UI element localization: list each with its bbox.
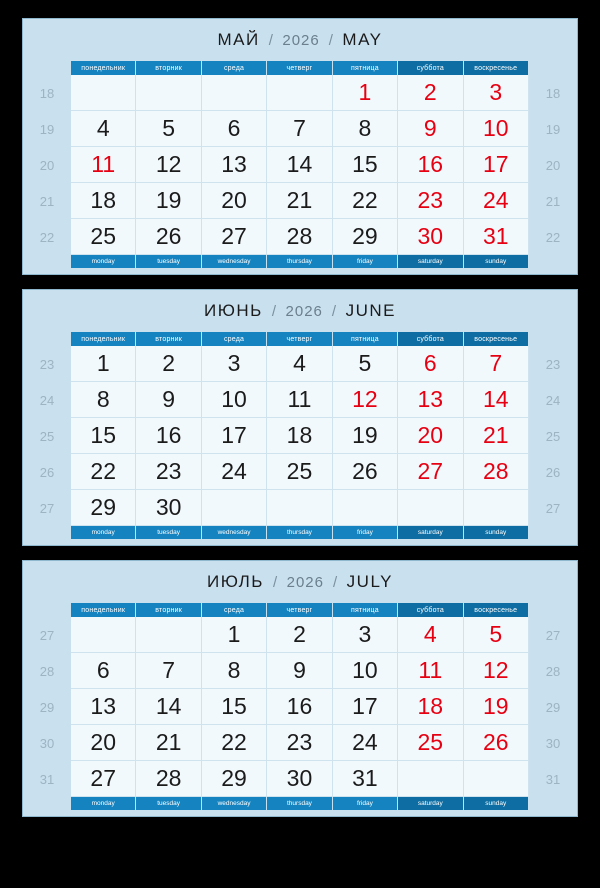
weekday-label-ru: пятница [333, 332, 398, 346]
weekday-label-ru: вторник [136, 61, 201, 75]
day-cell[interactable]: 13 [398, 382, 463, 418]
week-number-left: 28 [23, 653, 71, 689]
day-cell[interactable]: 17 [202, 418, 267, 454]
day-cell[interactable]: 7 [464, 346, 529, 382]
week-row [23, 761, 577, 797]
weekday-label-ru: вторник [136, 332, 201, 346]
day-cell[interactable]: 12 [136, 147, 201, 183]
month-year: 2026 [286, 574, 324, 591]
day-cell[interactable]: 27 [202, 219, 267, 255]
day-cell[interactable]: 1 [333, 75, 398, 111]
day-cell[interactable]: 25 [71, 219, 136, 255]
title-separator: / [328, 32, 334, 49]
day-cell[interactable]: 8 [202, 653, 267, 689]
day-cell[interactable]: 6 [398, 346, 463, 382]
day-cell[interactable]: 10 [202, 382, 267, 418]
weekday-label-en: saturday [398, 797, 463, 810]
weekday-header-row-ru [23, 603, 577, 617]
week-number-right: 25 [529, 418, 577, 454]
day-cell[interactable]: 29 [71, 490, 136, 526]
weekday-label-en: friday [333, 797, 398, 810]
week-number-left: 22 [23, 219, 71, 255]
weekday-label-ru: понедельник [71, 332, 136, 346]
day-cell[interactable]: 4 [71, 111, 136, 147]
day-cell[interactable]: 10 [333, 653, 398, 689]
weekday-label-en: thursday [267, 797, 332, 810]
day-cell[interactable]: 24 [464, 183, 529, 219]
week-number-left: 24 [23, 382, 71, 418]
weeknum-corner [23, 61, 71, 75]
day-cell[interactable]: 24 [333, 725, 398, 761]
day-cell[interactable] [398, 761, 463, 797]
day-cell[interactable]: 31 [464, 219, 529, 255]
day-cell[interactable] [267, 490, 332, 526]
month-name-en: JULY [346, 572, 393, 591]
weekday-label-en: sunday [464, 797, 529, 810]
day-cell[interactable]: 22 [333, 183, 398, 219]
day-cell[interactable] [464, 761, 529, 797]
day-cell[interactable] [398, 490, 463, 526]
weeknum-corner [529, 797, 577, 810]
day-cell[interactable]: 11 [71, 147, 136, 183]
weeknum-corner [23, 603, 71, 617]
day-cell[interactable]: 10 [464, 111, 529, 147]
day-cell[interactable]: 6 [202, 111, 267, 147]
week-row [23, 111, 577, 147]
week-number-right: 31 [529, 761, 577, 797]
week-number-left: 19 [23, 111, 71, 147]
day-cell[interactable] [71, 617, 136, 653]
week-row [23, 617, 577, 653]
weekday-label-en: friday [333, 526, 398, 539]
weekday-label-en: wednesday [202, 255, 267, 268]
day-cell[interactable]: 11 [398, 653, 463, 689]
weekday-label-en: saturday [398, 526, 463, 539]
day-cell[interactable]: 26 [136, 219, 201, 255]
weekday-header-row-ru [23, 332, 577, 346]
weekday-label-ru: пятница [333, 61, 398, 75]
week-row [23, 725, 577, 761]
day-cell[interactable]: 11 [267, 382, 332, 418]
weekday-label-ru: вторник [136, 603, 201, 617]
day-cell[interactable]: 23 [136, 454, 201, 490]
week-row [23, 382, 577, 418]
weekday-label-ru: четверг [267, 603, 332, 617]
weekday-label-ru: понедельник [71, 603, 136, 617]
day-cell[interactable]: 27 [398, 454, 463, 490]
day-cell[interactable]: 14 [267, 147, 332, 183]
day-cell[interactable]: 26 [333, 454, 398, 490]
day-cell[interactable] [333, 490, 398, 526]
weekday-label-en: friday [333, 255, 398, 268]
day-cell[interactable]: 2 [267, 617, 332, 653]
week-number-right: 23 [529, 346, 577, 382]
week-number-right: 28 [529, 653, 577, 689]
week-row [23, 147, 577, 183]
week-number-left: 27 [23, 617, 71, 653]
day-cell[interactable]: 19 [464, 689, 529, 725]
day-cell[interactable]: 6 [71, 653, 136, 689]
block-footer-spacer [23, 268, 577, 274]
day-cell[interactable]: 9 [136, 382, 201, 418]
day-cell[interactable]: 20 [71, 725, 136, 761]
weekday-label-en: sunday [464, 255, 529, 268]
week-number-left: 26 [23, 454, 71, 490]
weeknum-corner [23, 797, 71, 810]
weekday-label-en: sunday [464, 526, 529, 539]
weekday-label-ru: среда [202, 61, 267, 75]
weekday-header-row-en [23, 526, 577, 539]
day-cell[interactable]: 1 [202, 617, 267, 653]
weeknum-corner [23, 255, 71, 268]
day-cell[interactable]: 24 [202, 454, 267, 490]
week-number-left: 20 [23, 147, 71, 183]
title-separator: / [272, 574, 278, 591]
month-year: 2026 [282, 32, 320, 49]
weekday-label-ru: воскресенье [464, 603, 529, 617]
weekday-label-ru: суббота [398, 61, 463, 75]
day-cell[interactable]: 9 [267, 653, 332, 689]
weekday-label-en: monday [71, 526, 136, 539]
day-cell[interactable]: 18 [71, 183, 136, 219]
day-cell[interactable]: 19 [136, 183, 201, 219]
day-cell[interactable] [136, 617, 201, 653]
weeknum-corner [529, 332, 577, 346]
week-number-right: 22 [529, 219, 577, 255]
day-cell[interactable]: 16 [136, 418, 201, 454]
month-name-ru: ИЮЛЬ [207, 572, 264, 591]
weekday-header-row-en [23, 797, 577, 810]
day-cell[interactable]: 4 [267, 346, 332, 382]
week-number-left: 18 [23, 75, 71, 111]
week-row [23, 490, 577, 526]
day-cell[interactable]: 25 [398, 725, 463, 761]
weeknum-corner [529, 603, 577, 617]
month-year: 2026 [285, 303, 323, 320]
day-cell[interactable]: 7 [136, 653, 201, 689]
week-number-right: 27 [529, 617, 577, 653]
day-cell[interactable]: 3 [333, 617, 398, 653]
weekday-header-row-en [23, 255, 577, 268]
day-cell[interactable]: 2 [136, 346, 201, 382]
weekday-label-ru: пятница [333, 603, 398, 617]
weekday-label-en: thursday [267, 255, 332, 268]
week-number-right: 27 [529, 490, 577, 526]
weekday-label-en: monday [71, 255, 136, 268]
day-cell[interactable]: 20 [398, 418, 463, 454]
weekday-label-ru: четверг [267, 332, 332, 346]
week-row [23, 454, 577, 490]
day-cell[interactable] [202, 490, 267, 526]
day-cell[interactable]: 20 [202, 183, 267, 219]
day-cell[interactable] [464, 490, 529, 526]
week-number-right: 21 [529, 183, 577, 219]
day-cell[interactable]: 5 [136, 111, 201, 147]
day-cell[interactable]: 1 [71, 346, 136, 382]
weekday-label-en: tuesday [136, 255, 201, 268]
week-number-left: 30 [23, 725, 71, 761]
day-cell[interactable]: 22 [202, 725, 267, 761]
day-cell[interactable]: 31 [333, 761, 398, 797]
day-cell[interactable]: 15 [333, 147, 398, 183]
day-cell[interactable]: 3 [464, 75, 529, 111]
week-number-right: 18 [529, 75, 577, 111]
weekday-label-ru: среда [202, 603, 267, 617]
day-cell[interactable]: 18 [398, 689, 463, 725]
weekday-label-en: thursday [267, 526, 332, 539]
weekday-header-row-ru [23, 61, 577, 75]
day-cell[interactable]: 18 [267, 418, 332, 454]
month-title [23, 19, 577, 61]
month-name-ru: МАЙ [217, 30, 260, 49]
day-cell[interactable]: 12 [333, 382, 398, 418]
month-title [23, 290, 577, 332]
week-number-left: 23 [23, 346, 71, 382]
title-separator: / [333, 574, 338, 591]
weekday-label-en: saturday [398, 255, 463, 268]
day-cell[interactable]: 12 [464, 653, 529, 689]
weekday-label-ru: суббота [398, 603, 463, 617]
weeknum-corner [23, 526, 71, 539]
block-footer-spacer [23, 810, 577, 816]
day-cell[interactable]: 9 [398, 111, 463, 147]
weekday-label-en: wednesday [202, 797, 267, 810]
day-cell[interactable]: 25 [267, 454, 332, 490]
day-cell[interactable]: 22 [71, 454, 136, 490]
weeknum-corner [529, 61, 577, 75]
day-cell[interactable]: 16 [398, 147, 463, 183]
day-cell[interactable]: 8 [333, 111, 398, 147]
title-separator: / [268, 32, 274, 49]
day-cell[interactable]: 28 [464, 454, 529, 490]
month-name-en: MAY [342, 30, 383, 49]
day-cell[interactable]: 19 [333, 418, 398, 454]
day-cell[interactable]: 2 [398, 75, 463, 111]
month-block [22, 18, 578, 275]
day-cell[interactable]: 5 [333, 346, 398, 382]
day-cell[interactable]: 30 [136, 490, 201, 526]
weekday-label-ru: четверг [267, 61, 332, 75]
week-number-left: 27 [23, 490, 71, 526]
week-number-left: 31 [23, 761, 71, 797]
day-cell[interactable]: 3 [202, 346, 267, 382]
weeknum-corner [23, 332, 71, 346]
day-cell[interactable]: 21 [464, 418, 529, 454]
weekday-label-en: monday [71, 797, 136, 810]
weekday-label-ru: среда [202, 332, 267, 346]
day-cell[interactable]: 7 [267, 111, 332, 147]
day-cell[interactable] [136, 75, 201, 111]
weeknum-corner [529, 526, 577, 539]
week-number-left: 25 [23, 418, 71, 454]
week-row [23, 183, 577, 219]
week-number-right: 29 [529, 689, 577, 725]
day-cell[interactable]: 29 [202, 761, 267, 797]
month-title [23, 561, 577, 603]
weekday-label-ru: воскресенье [464, 332, 529, 346]
day-cell[interactable]: 4 [398, 617, 463, 653]
weekday-label-ru: воскресенье [464, 61, 529, 75]
week-row [23, 346, 577, 382]
title-separator: / [331, 303, 337, 320]
day-cell[interactable] [202, 75, 267, 111]
day-cell[interactable]: 14 [464, 382, 529, 418]
weeknum-corner [529, 255, 577, 268]
day-cell[interactable]: 16 [267, 689, 332, 725]
week-row [23, 219, 577, 255]
day-cell[interactable]: 15 [71, 418, 136, 454]
day-cell[interactable] [71, 75, 136, 111]
day-cell[interactable]: 28 [136, 761, 201, 797]
week-row [23, 418, 577, 454]
week-number-right: 20 [529, 147, 577, 183]
day-cell[interactable]: 15 [202, 689, 267, 725]
weekday-label-en: wednesday [202, 526, 267, 539]
weekday-label-ru: суббота [398, 332, 463, 346]
day-cell[interactable]: 13 [202, 147, 267, 183]
day-cell[interactable]: 14 [136, 689, 201, 725]
week-row [23, 689, 577, 725]
day-cell[interactable]: 29 [333, 219, 398, 255]
week-row [23, 75, 577, 111]
month-block [22, 560, 578, 817]
weekday-label-en: tuesday [136, 797, 201, 810]
day-cell[interactable] [267, 75, 332, 111]
day-cell[interactable]: 23 [267, 725, 332, 761]
week-row [23, 653, 577, 689]
month-name-ru: ИЮНЬ [204, 301, 263, 320]
day-cell[interactable]: 8 [71, 382, 136, 418]
day-cell[interactable]: 30 [398, 219, 463, 255]
block-footer-spacer [23, 539, 577, 545]
week-number-right: 30 [529, 725, 577, 761]
day-cell[interactable]: 21 [136, 725, 201, 761]
day-cell[interactable]: 21 [267, 183, 332, 219]
day-cell[interactable]: 28 [267, 219, 332, 255]
weekday-label-en: tuesday [136, 526, 201, 539]
day-cell[interactable]: 5 [464, 617, 529, 653]
day-cell[interactable]: 17 [464, 147, 529, 183]
day-cell[interactable]: 13 [71, 689, 136, 725]
month-name-en: JUNE [345, 301, 396, 320]
week-number-left: 21 [23, 183, 71, 219]
day-cell[interactable]: 23 [398, 183, 463, 219]
month-block [22, 289, 578, 546]
week-number-right: 19 [529, 111, 577, 147]
week-number-right: 24 [529, 382, 577, 418]
day-cell[interactable]: 17 [333, 689, 398, 725]
weekday-label-ru: понедельник [71, 61, 136, 75]
day-cell[interactable]: 30 [267, 761, 332, 797]
day-cell[interactable]: 26 [464, 725, 529, 761]
week-number-left: 29 [23, 689, 71, 725]
day-cell[interactable]: 27 [71, 761, 136, 797]
title-separator: / [271, 303, 277, 320]
week-number-right: 26 [529, 454, 577, 490]
